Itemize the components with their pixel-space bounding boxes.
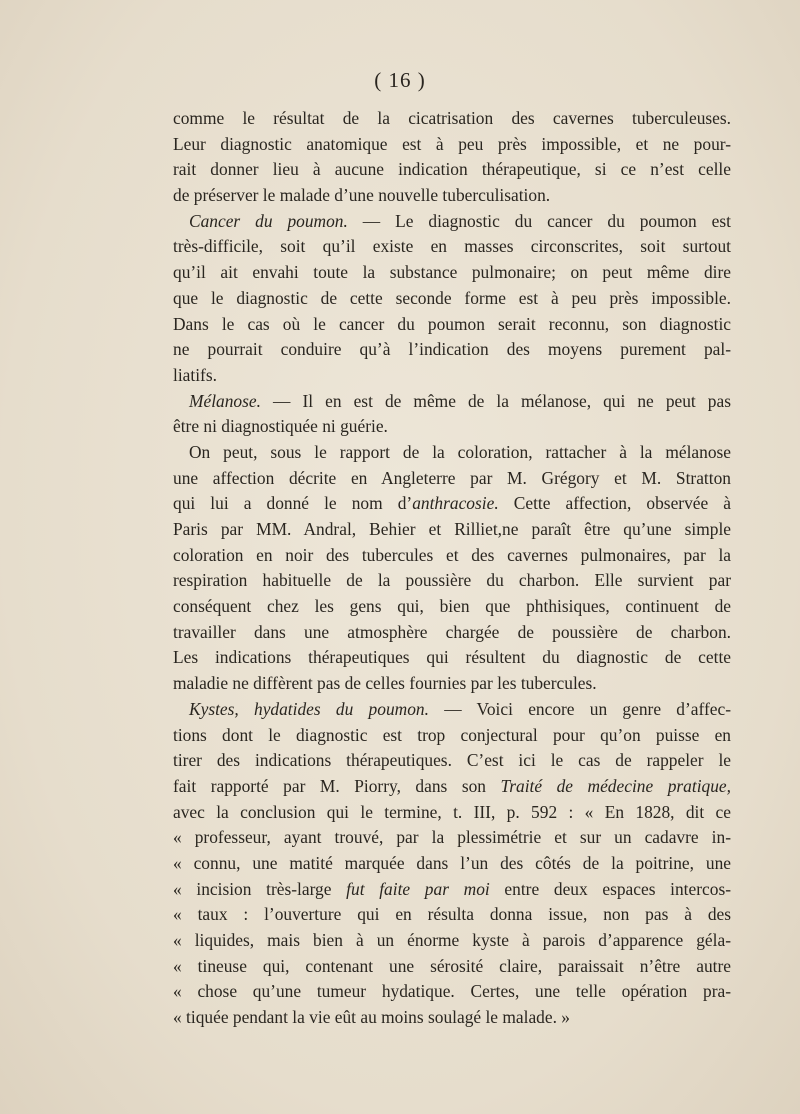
text-segment: rait donner lieu à aucune indication thérapeutique, si ce n’est celle (173, 159, 731, 180)
text-segment: de préserver le malade d’une nouvelle tuberculisation. (173, 185, 551, 206)
text-segment: « chose qu’une tumeur hydatique. Certes, une telle opération pra- (173, 981, 731, 1002)
text-segment: — Le diagnostic du cancer du poumon est (347, 210, 731, 231)
text-segment: — Il en est de même de la mélanose, qui ne peut pas (260, 390, 731, 411)
text-segment: tirer des indications thérapeutiques. C’est ici le cas de rappeler le (173, 750, 731, 771)
text-segment: qu’il ait envahi toute la substance pulmonaire; on peut même dire (173, 262, 731, 283)
text-line (173, 491, 731, 517)
text-line (173, 106, 731, 132)
text-segment: liatifs. (173, 364, 217, 385)
text-line (173, 645, 731, 671)
text-segment: qui lui a donné le nom d’ (173, 493, 413, 514)
text-line (173, 671, 731, 697)
text-segment: Cette affection, observée à (498, 493, 731, 514)
text-segment: entre deux espaces intercos- (489, 878, 731, 899)
text-line (173, 543, 731, 569)
text-segment: Paris par MM. Andral, Behier et Rilliet,ne paraît être qu’une simple (173, 519, 731, 539)
text-segment: respiration habituelle de la poussière du charbon. Elle survient par (173, 570, 731, 591)
text-segment: coloration en noir des tubercules et des cavernes pulmonaires, par la (173, 544, 731, 565)
text-line (173, 825, 731, 851)
body-text (173, 106, 731, 1031)
text-segment: tions dont le diagnostic est trop conjectural pour qu’on puisse en (173, 724, 731, 745)
text-segment: maladie ne diffèrent pas de celles fournies par les tubercules. (173, 673, 597, 694)
text-segment: que le diagnostic de cette seconde forme est à peu près impossible. (173, 287, 731, 308)
text-segment: une affection décrite en Angleterre par M. Grégory et M. Stratton (173, 467, 731, 488)
text-line (173, 594, 731, 620)
text-line (173, 363, 731, 389)
text-segment: ne pourrait conduire qu’à l’indication des moyens purement pal- (173, 339, 731, 360)
text-line (173, 748, 731, 774)
text-line (173, 466, 731, 492)
text-segment: très-difficile, soit qu’il existe en masses circonscrites, soit surtout (173, 236, 731, 257)
text-segment: On peut, sous le rapport de la coloration, rattacher à la mélanose (189, 441, 731, 462)
text-line (173, 183, 731, 209)
text-line (173, 1005, 731, 1031)
text-line (173, 337, 731, 363)
text-segment: Dans le cas où le cancer du poumon serait reconnu, son diagnostic (173, 313, 731, 334)
italic-text: anthracosie. (412, 493, 499, 514)
text-line (173, 723, 731, 749)
text-line (173, 568, 731, 594)
text-line (173, 620, 731, 646)
italic-text: Cancer du poumon. (189, 210, 348, 231)
text-line (173, 414, 731, 440)
text-segment: Leur diagnostic anatomique est à peu près impossible, et ne pour- (173, 133, 731, 154)
text-segment: avec la conclusion qui le termine, t. III, p. 592 : « En 1828, dit ce (173, 801, 731, 822)
text-segment: « liquides, mais bien à un énorme kyste à parois d’apparence géla- (173, 930, 731, 950)
italic-text: Traité de médecine pratique, (500, 775, 731, 796)
italic-text: fut faite par moi (346, 878, 490, 899)
text-line (173, 440, 731, 466)
text-line (173, 954, 731, 980)
text-segment: « professeur, ayant trouvé, par la plessimétrie et sur un cadavre in- (173, 827, 731, 848)
text-segment: « taux : l’ouverture qui en résulta donna issue, non pas à des (173, 904, 731, 925)
text-line (173, 979, 731, 1005)
text-segment: Les indications thérapeutiques qui résultent du diagnostic de cette (173, 647, 731, 668)
text-line (173, 517, 731, 543)
page-number: ( 16 ) (374, 68, 426, 92)
text-line (173, 800, 731, 826)
text-segment: travailler dans une atmosphère chargée de poussière de charbon. (173, 621, 731, 642)
text-segment: fait rapporté par M. Piorry, dans son (173, 775, 501, 796)
text-line (173, 389, 731, 415)
text-line (173, 851, 731, 877)
text-line (173, 260, 731, 286)
text-segment: comme le résultat de la cicatrisation des cavernes tuberculeuses. (173, 108, 731, 128)
text-line (173, 902, 731, 928)
text-segment: conséquent chez les gens qui, bien que phthisiques, continuent de (173, 596, 731, 617)
text-line (173, 234, 731, 260)
text-segment: — Voici encore un genre d’affec- (428, 698, 731, 719)
text-line (173, 312, 731, 338)
text-line (173, 132, 731, 158)
text-line (173, 928, 731, 954)
text-segment: « incision très-large (173, 878, 347, 899)
text-segment: « connu, une matité marquée dans l’un des côtés de la poitrine, une (173, 852, 731, 873)
text-line (173, 877, 731, 903)
italic-text: Kystes, hydatides du poumon. (189, 698, 429, 719)
text-line (173, 697, 731, 723)
text-line (173, 157, 731, 183)
text-line (173, 774, 731, 800)
text-segment: « tineuse qui, contenant une sérosité claire, paraissait n’être autre (173, 955, 731, 976)
text-line (173, 286, 731, 312)
text-segment: « tiquée pendant la vie eût au moins soulagé le malade. » (173, 1007, 570, 1028)
text-line (173, 209, 731, 235)
text-segment: être ni diagnostiquée ni guérie. (173, 416, 388, 437)
italic-text: Mélanose. (189, 390, 261, 411)
